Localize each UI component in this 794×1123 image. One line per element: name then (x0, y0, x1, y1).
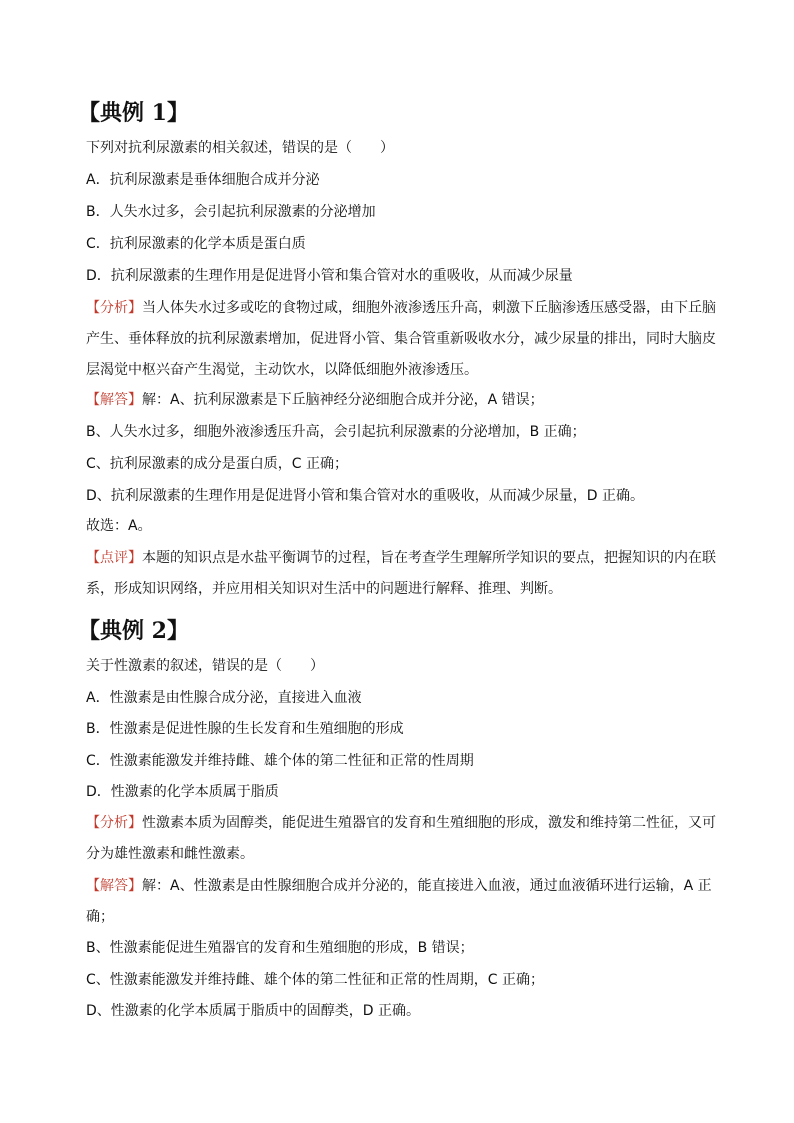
analysis-text: 性激素本质为固醇类，能促进生殖器官的发育和生殖细胞的形成，激发和维持第二性征，又可分为雄性激素和雌性激素。 (86, 815, 716, 862)
example-2-option-c: C．性激素能激发并维持雌、雄个体的第二性征和正常的性周期 (86, 753, 474, 769)
example-2-answer-d: D、性激素的化学本质属于脂质中的固醇类，D 正确。 (86, 1003, 421, 1019)
example-1-option-c: C．抗利尿激素的化学本质是蛋白质 (86, 236, 306, 252)
analysis-text: 当人体失水过多或吃的食物过咸，细胞外液渗透压升高，刺激下丘脑渗透压感受器，由下丘脑产生、垂体释放的抗利尿激素增加，促进肾小管、集合管重新吸收水分，减少尿量的排出，同时大脑皮层渴觉中枢兴奋产生渴觉，主动饮水，以降低细胞外液渗透压。 (86, 300, 716, 378)
example-1-answer-d: D、抗利尿激素的生理作用是促进肾小管和集合管对水的重吸收，从而减少尿量，D 正确。 (86, 488, 645, 504)
answer-tag: 【解答】 (86, 392, 142, 408)
example-1-answer-b: B、人失水过多，细胞外液渗透压升高，会引起抗利尿激素的分泌增加，B 正确； (86, 424, 586, 440)
example-2-question: 关于性激素的叙述，错误的是（ ） (86, 658, 324, 674)
example-1-option-d: D．抗利尿激素的生理作用是促进肾小管和集合管对水的重吸收，从而减少尿量 (86, 268, 573, 284)
example-1-answer-first (86, 392, 544, 409)
comment-text: 本题的知识点是水盐平衡调节的过程，旨在考查学生理解所学知识的要点，把握知识的内在联系，形成知识网络，并应用相关知识对生活中的问题进行解释、推理、判断。 (86, 550, 716, 597)
answer-tag: 【解答】 (86, 878, 142, 894)
example-1-comment (86, 543, 724, 605)
example-2-heading: 【典例 2】 (78, 618, 189, 644)
example-2-option-a: A．性激素是由性腺合成分泌，直接进入血液 (86, 690, 362, 706)
example-1-analysis (86, 293, 724, 386)
example-2-option-d: D．性激素的化学本质属于脂质 (86, 784, 279, 800)
example-1-choice: 故选：A。 (86, 518, 152, 534)
example-1-option-b: B．人失水过多，会引起抗利尿激素的分泌增加 (86, 204, 376, 220)
answer-text: 解：A、性激素是由性腺细胞合成并分泌的，能直接进入血液，通过血液循环进行运输，A 正确； (86, 878, 712, 925)
example-1-option-a: A．抗利尿激素是垂体细胞合成并分泌 (86, 172, 320, 188)
example-1-answer-c: C、抗利尿激素的成分是蛋白质，C 正确； (86, 456, 348, 472)
comment-tag: 【点评】 (86, 550, 142, 566)
example-1-question: 下列对抗利尿激素的相关叙述，错误的是（ ） (86, 140, 394, 156)
example-2-analysis (86, 808, 724, 870)
example-2-answer-first (86, 871, 724, 933)
analysis-tag: 【分析】 (86, 815, 142, 831)
analysis-tag: 【分析】 (86, 300, 142, 316)
example-2-option-b: B．性激素是促进性腺的生长发育和生殖细胞的形成 (86, 721, 404, 737)
example-2-answer-c: C、性激素能激发并维持雌、雄个体的第二性征和正常的性周期，C 正确； (86, 972, 544, 988)
example-2-answer-b: B、性激素能促进生殖器官的发育和生殖细胞的形成，B 错误； (86, 940, 474, 956)
example-1-heading: 【典例 1】 (78, 100, 189, 126)
answer-text: 解：A、抗利尿激素是下丘脑神经分泌细胞合成并分泌，A 错误； (142, 392, 544, 408)
